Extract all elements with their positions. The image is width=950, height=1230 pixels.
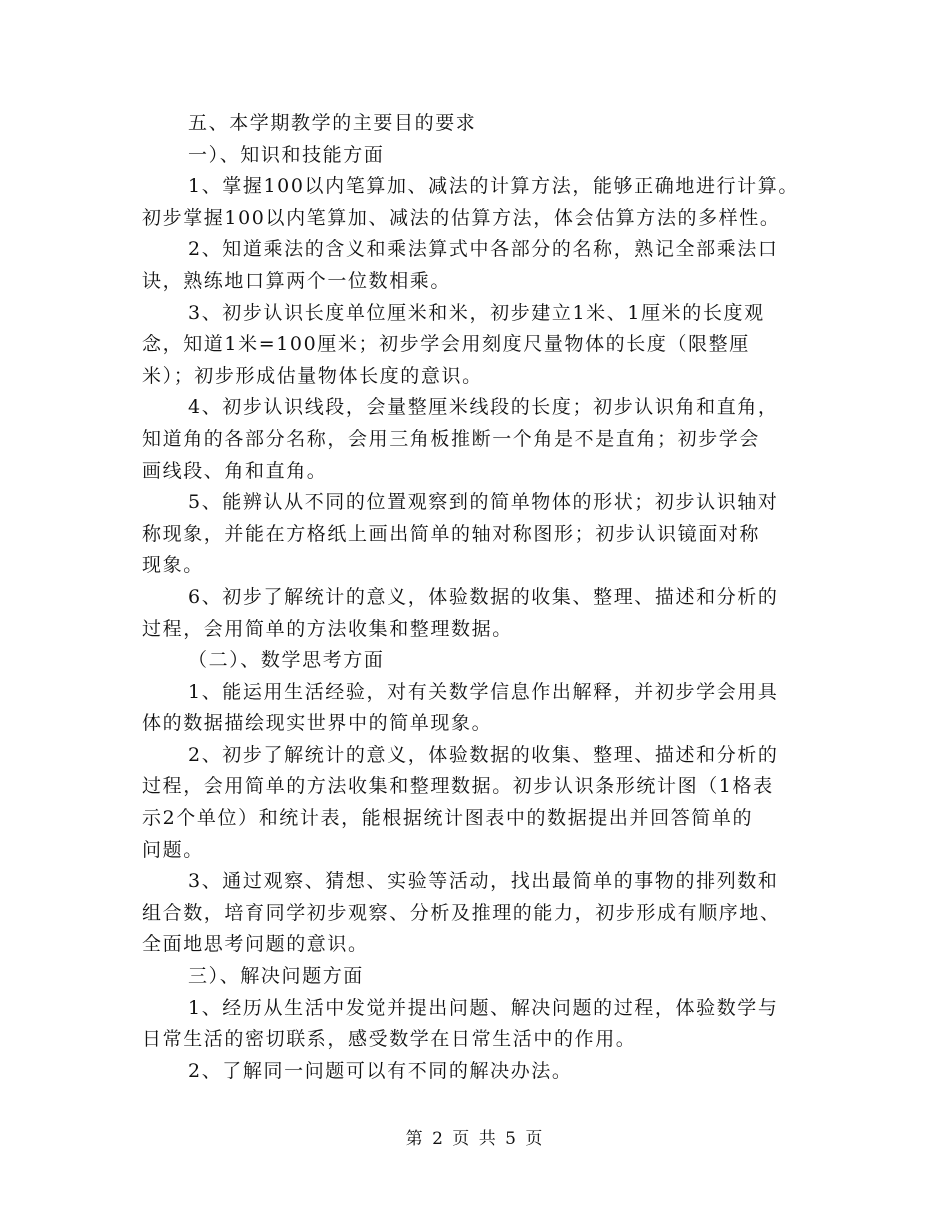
text-line: 过程，会用简单的方法收集和整理数据。初步认识条形统计图（1格表: [142, 775, 774, 798]
text-line: 米）；初步形成估量物体长度的意识。: [142, 364, 483, 387]
text-line: 全面地思考问题的意识。: [142, 933, 369, 956]
text-line: 画线段、角和直角。: [142, 459, 328, 482]
text-line: 日常生活的密切联系，感受数学在日常生活中的作用。: [142, 1028, 637, 1051]
text-line: 示2个单位）和统计表，能根据统计图表中的数据提出并回答简单的: [142, 807, 754, 830]
text-line: 1、经历从生活中发觉并提出问题、解决问题的过程，体验数学与: [188, 996, 779, 1019]
text-line: 2、知道乘法的含义和乘法算式中各部分的名称，熟记全部乘法口: [188, 238, 779, 261]
text-line: 1、掌握100以内笔算加、减法的计算方法，能够正确地进行计算。: [188, 175, 799, 198]
text-line: 称现象，并能在方格纸上画出简单的轴对称图形；初步认识镜面对称: [142, 522, 761, 545]
text-line: 6、初步了解统计的意义，体验数据的收集、整理、描述和分析的: [188, 585, 779, 608]
text-line: 问题。: [142, 838, 204, 861]
text-line: 3、通过观察、猜想、实验等活动，找出最简单的事物的排列数和: [188, 870, 779, 893]
text-line: 一）、知识和技能方面: [188, 143, 385, 166]
text-line: 三）、解决问题方面: [188, 965, 364, 988]
text-line: 体的数据描绘现实世界中的简单现象。: [142, 712, 493, 735]
text-line: 组合数，培育同学初步观察、分析及推理的能力，初步形成有顺序地、: [142, 901, 781, 924]
text-line: 4、初步认识线段，会量整厘米线段的长度；初步认识角和直角，: [188, 396, 779, 419]
text-line: （二）、数学思考方面: [188, 649, 385, 672]
text-line: 5、能辨认从不同的位置观察到的简单物体的形状；初步认识轴对: [188, 491, 779, 514]
text-line: 知道角的各部分名称，会用三角板推断一个角是不是直角；初步学会: [142, 427, 761, 450]
text-line: 1、能运用生活经验，对有关数学信息作出解释，并初步学会用具: [188, 680, 779, 703]
text-line: 过程，会用简单的方法收集和整理数据。: [142, 617, 513, 640]
page-number-footer: 第 2 页 共 5 页: [405, 1129, 545, 1149]
text-line: 初步掌握100以内笔算加、减法的估算方法，体会估算方法的多样性。: [142, 206, 781, 229]
text-line: 念，知道1米=100厘米；初步学会用刻度尺量物体的长度（限整厘: [142, 333, 750, 356]
text-line: 诀，熟练地口算两个一位数相乘。: [142, 269, 452, 292]
text-line: 2、了解同一问题可以有不同的解决办法。: [188, 1059, 573, 1082]
document-body: [142, 108, 810, 1087]
text-line: 五、本学期教学的主要目的要求: [188, 112, 477, 134]
text-line: 现象。: [142, 554, 204, 577]
text-line: 3、初步认识长度单位厘米和米，初步建立1米、1厘米的长度观: [188, 301, 765, 324]
text-line: 2、初步了解统计的意义，体验数据的收集、整理、描述和分析的: [188, 743, 779, 766]
